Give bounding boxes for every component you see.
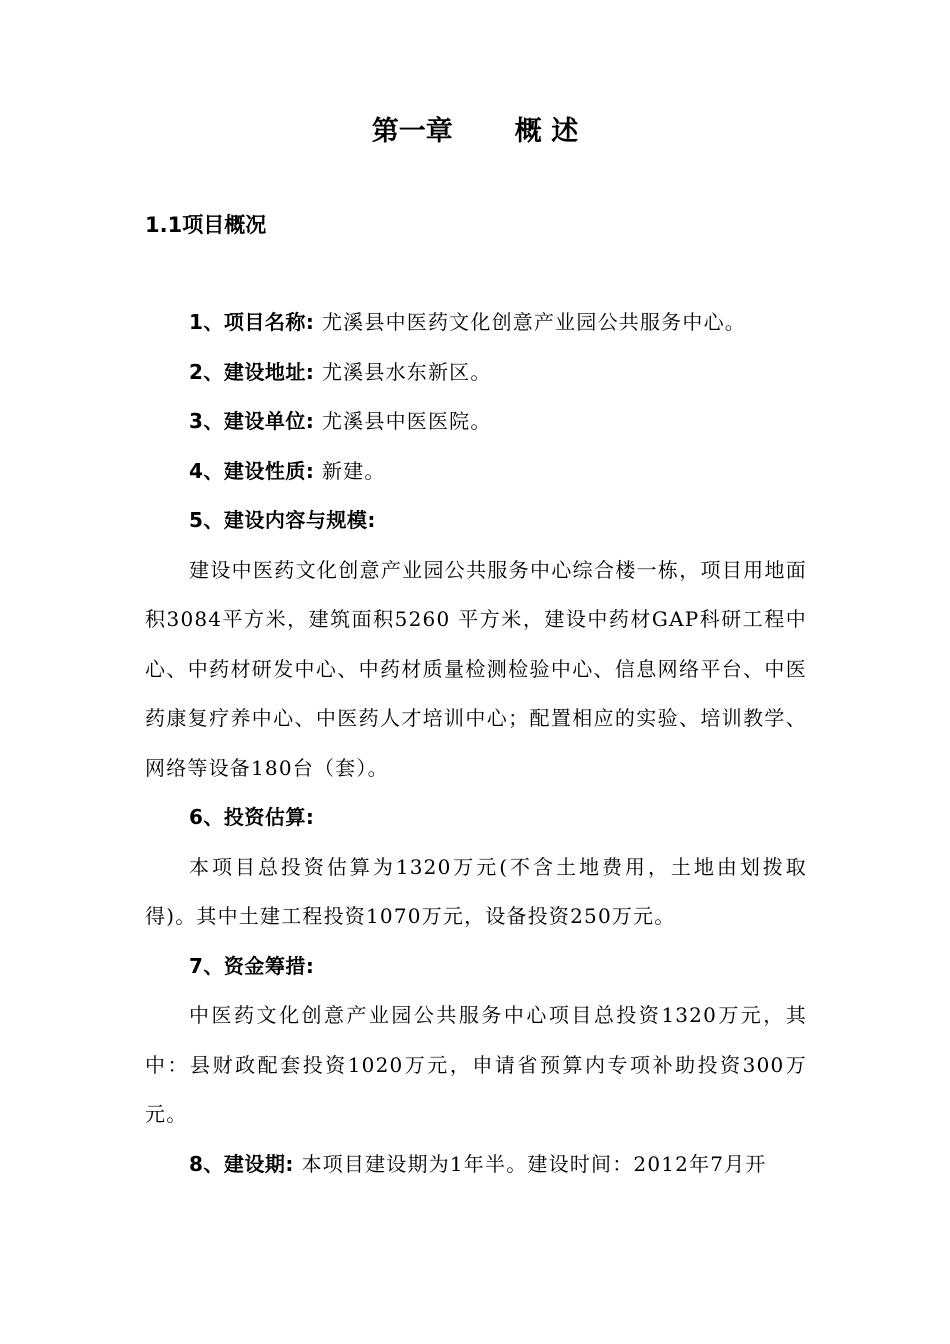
- chapter-number: 第一章: [371, 116, 453, 147]
- item-label: 1、项目名称:: [189, 310, 315, 334]
- item-label: 2、建设地址:: [189, 359, 315, 384]
- item-funding-paragraph: 中医药文化创意产业园公共服务中心项目总投资1320万元，其中：县财政配套投资1020万元，申请省预算内专项补助投资300万元。: [145, 1003, 807, 1126]
- item-text: 新建。: [321, 458, 386, 483]
- item-text: 尤溪县水东新区。: [321, 359, 492, 384]
- item-construction-nature: [145, 447, 807, 497]
- item-construction-unit: [145, 397, 807, 447]
- item-construction-period: [145, 1140, 807, 1190]
- item-content-scale-paragraph: 建设中医药文化创意产业园公共服务中心综合楼一栋，项目用地面积3084平方米，建筑面积5260 平方米，建设中药材GAP科研工程中心、中药材研发中心、中药材质量检测检验中心、信息网络平台、中医药康复疗养中心、中医药人才培训中心；配置相应的实验、培训教学、网络等设备180台（套）。: [145, 557, 807, 780]
- item-label: 5、建设内容与规模:: [189, 508, 376, 532]
- item-label: 6、投资估算:: [189, 805, 315, 829]
- item-project-name: [145, 298, 807, 348]
- chapter-title: [0, 112, 950, 152]
- item-investment-heading: [145, 793, 807, 843]
- item-text: 尤溪县中医药文化创意产业园公共服务中心。: [321, 310, 746, 334]
- item-label: 3、建设单位:: [189, 409, 315, 433]
- item-funding-heading: [145, 942, 807, 992]
- chapter-name: 概 述: [514, 116, 579, 147]
- item-label: 4、建设性质:: [189, 458, 315, 483]
- item-text: 尤溪县中医医院。: [321, 409, 492, 433]
- item-investment-paragraph: 本项目总投资估算为1320万元(不含土地费用，土地由划拨取得)。其中土建工程投资1070万元，设备投资250万元。: [145, 854, 807, 928]
- document-body: [145, 298, 807, 1189]
- item-label: 8、建设期:: [189, 1151, 294, 1176]
- section-title: 1.1项目概况: [145, 213, 267, 237]
- item-label: 7、资金筹措:: [189, 953, 315, 978]
- item-content-scale-heading: [145, 496, 807, 546]
- item-text: 本项目建设期为1年半。建设时间：2012年7月开: [301, 1151, 767, 1176]
- item-site-address: [145, 348, 807, 398]
